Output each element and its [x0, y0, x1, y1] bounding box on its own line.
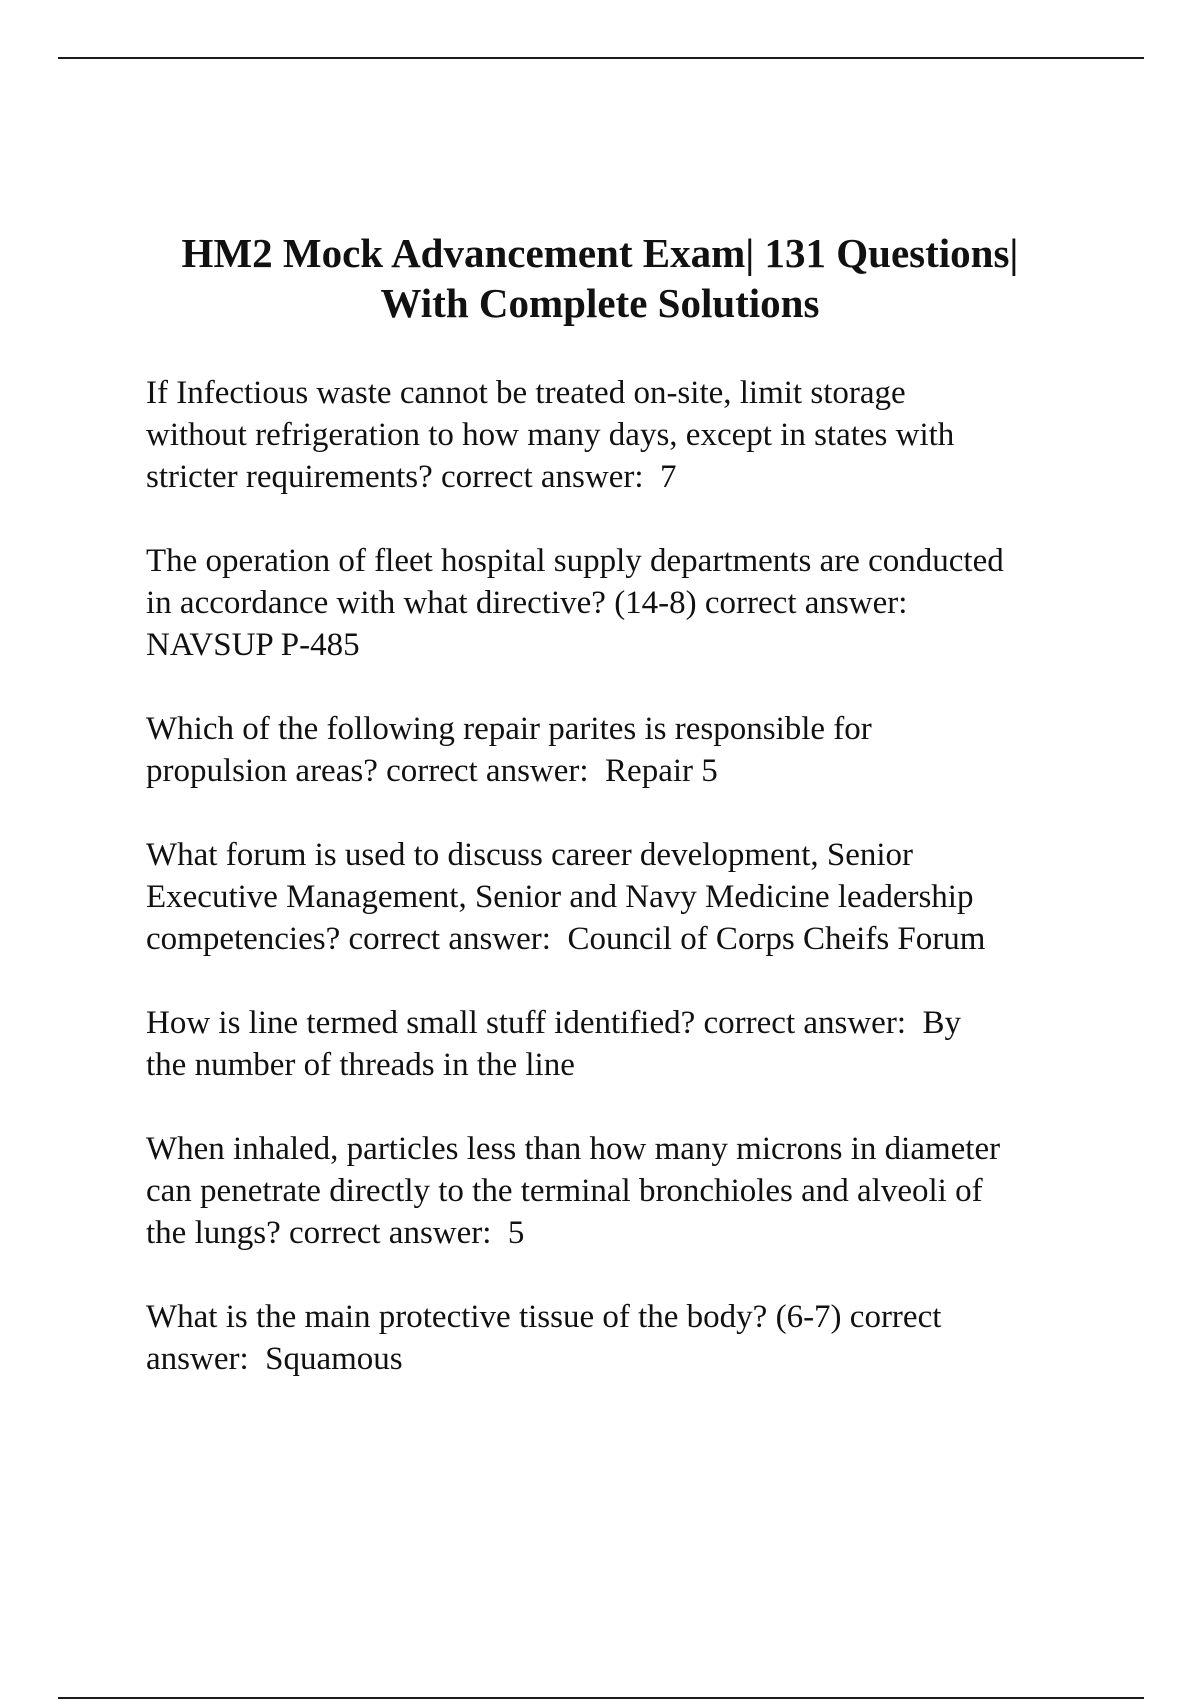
question-line: How is line termed small stuff identified? correct answer: By: [146, 1005, 961, 1041]
question-item: [146, 540, 1096, 666]
question-line: propulsion areas? correct answer: Repair 5: [146, 753, 718, 789]
question-line: Executive Management, Senior and Navy Medicine leadership: [146, 879, 974, 915]
question-line: When inhaled, particles less than how many microns in diameter: [146, 1131, 1001, 1167]
question-line: the lungs? correct answer: 5: [146, 1215, 525, 1251]
question-line: can penetrate directly to the terminal bronchioles and alveoli of: [146, 1173, 983, 1209]
question-item: [146, 1002, 1096, 1086]
question-line: What forum is used to discuss career development, Senior: [146, 837, 914, 873]
question-line: competencies? correct answer: Council of Corps Cheifs Forum: [146, 921, 986, 957]
question-item: [146, 1128, 1096, 1254]
question-item: [146, 708, 1096, 792]
question-item: [146, 372, 1096, 498]
question-line: stricter requirements? correct answer: 7: [146, 459, 677, 495]
question-line: answer: Squamous: [146, 1341, 403, 1377]
page-title: [100, 228, 1100, 328]
question-list: [146, 372, 1096, 1422]
question-line: The operation of fleet hospital supply departments are conducted: [146, 543, 1004, 579]
question-line: What is the main protective tissue of the body? (6-7) correct: [146, 1299, 942, 1335]
bottom-rule: [58, 1697, 1144, 1699]
question-line: in accordance with what directive? (14-8) correct answer:: [146, 585, 908, 621]
question-line: without refrigeration to how many days, except in states with: [146, 417, 955, 453]
question-line: Which of the following repair parites is responsible for: [146, 711, 872, 747]
question-item: [146, 834, 1096, 960]
top-rule: [58, 57, 1144, 59]
title-line: HM2 Mock Advancement Exam| 131 Questions|: [181, 230, 1019, 276]
title-line: With Complete Solutions: [380, 280, 820, 326]
question-line: the number of threads in the line: [146, 1047, 575, 1083]
question-line: NAVSUP P-485: [146, 627, 360, 663]
question-item: [146, 1296, 1096, 1380]
question-line: If Infectious waste cannot be treated on-site, limit storage: [146, 375, 906, 411]
